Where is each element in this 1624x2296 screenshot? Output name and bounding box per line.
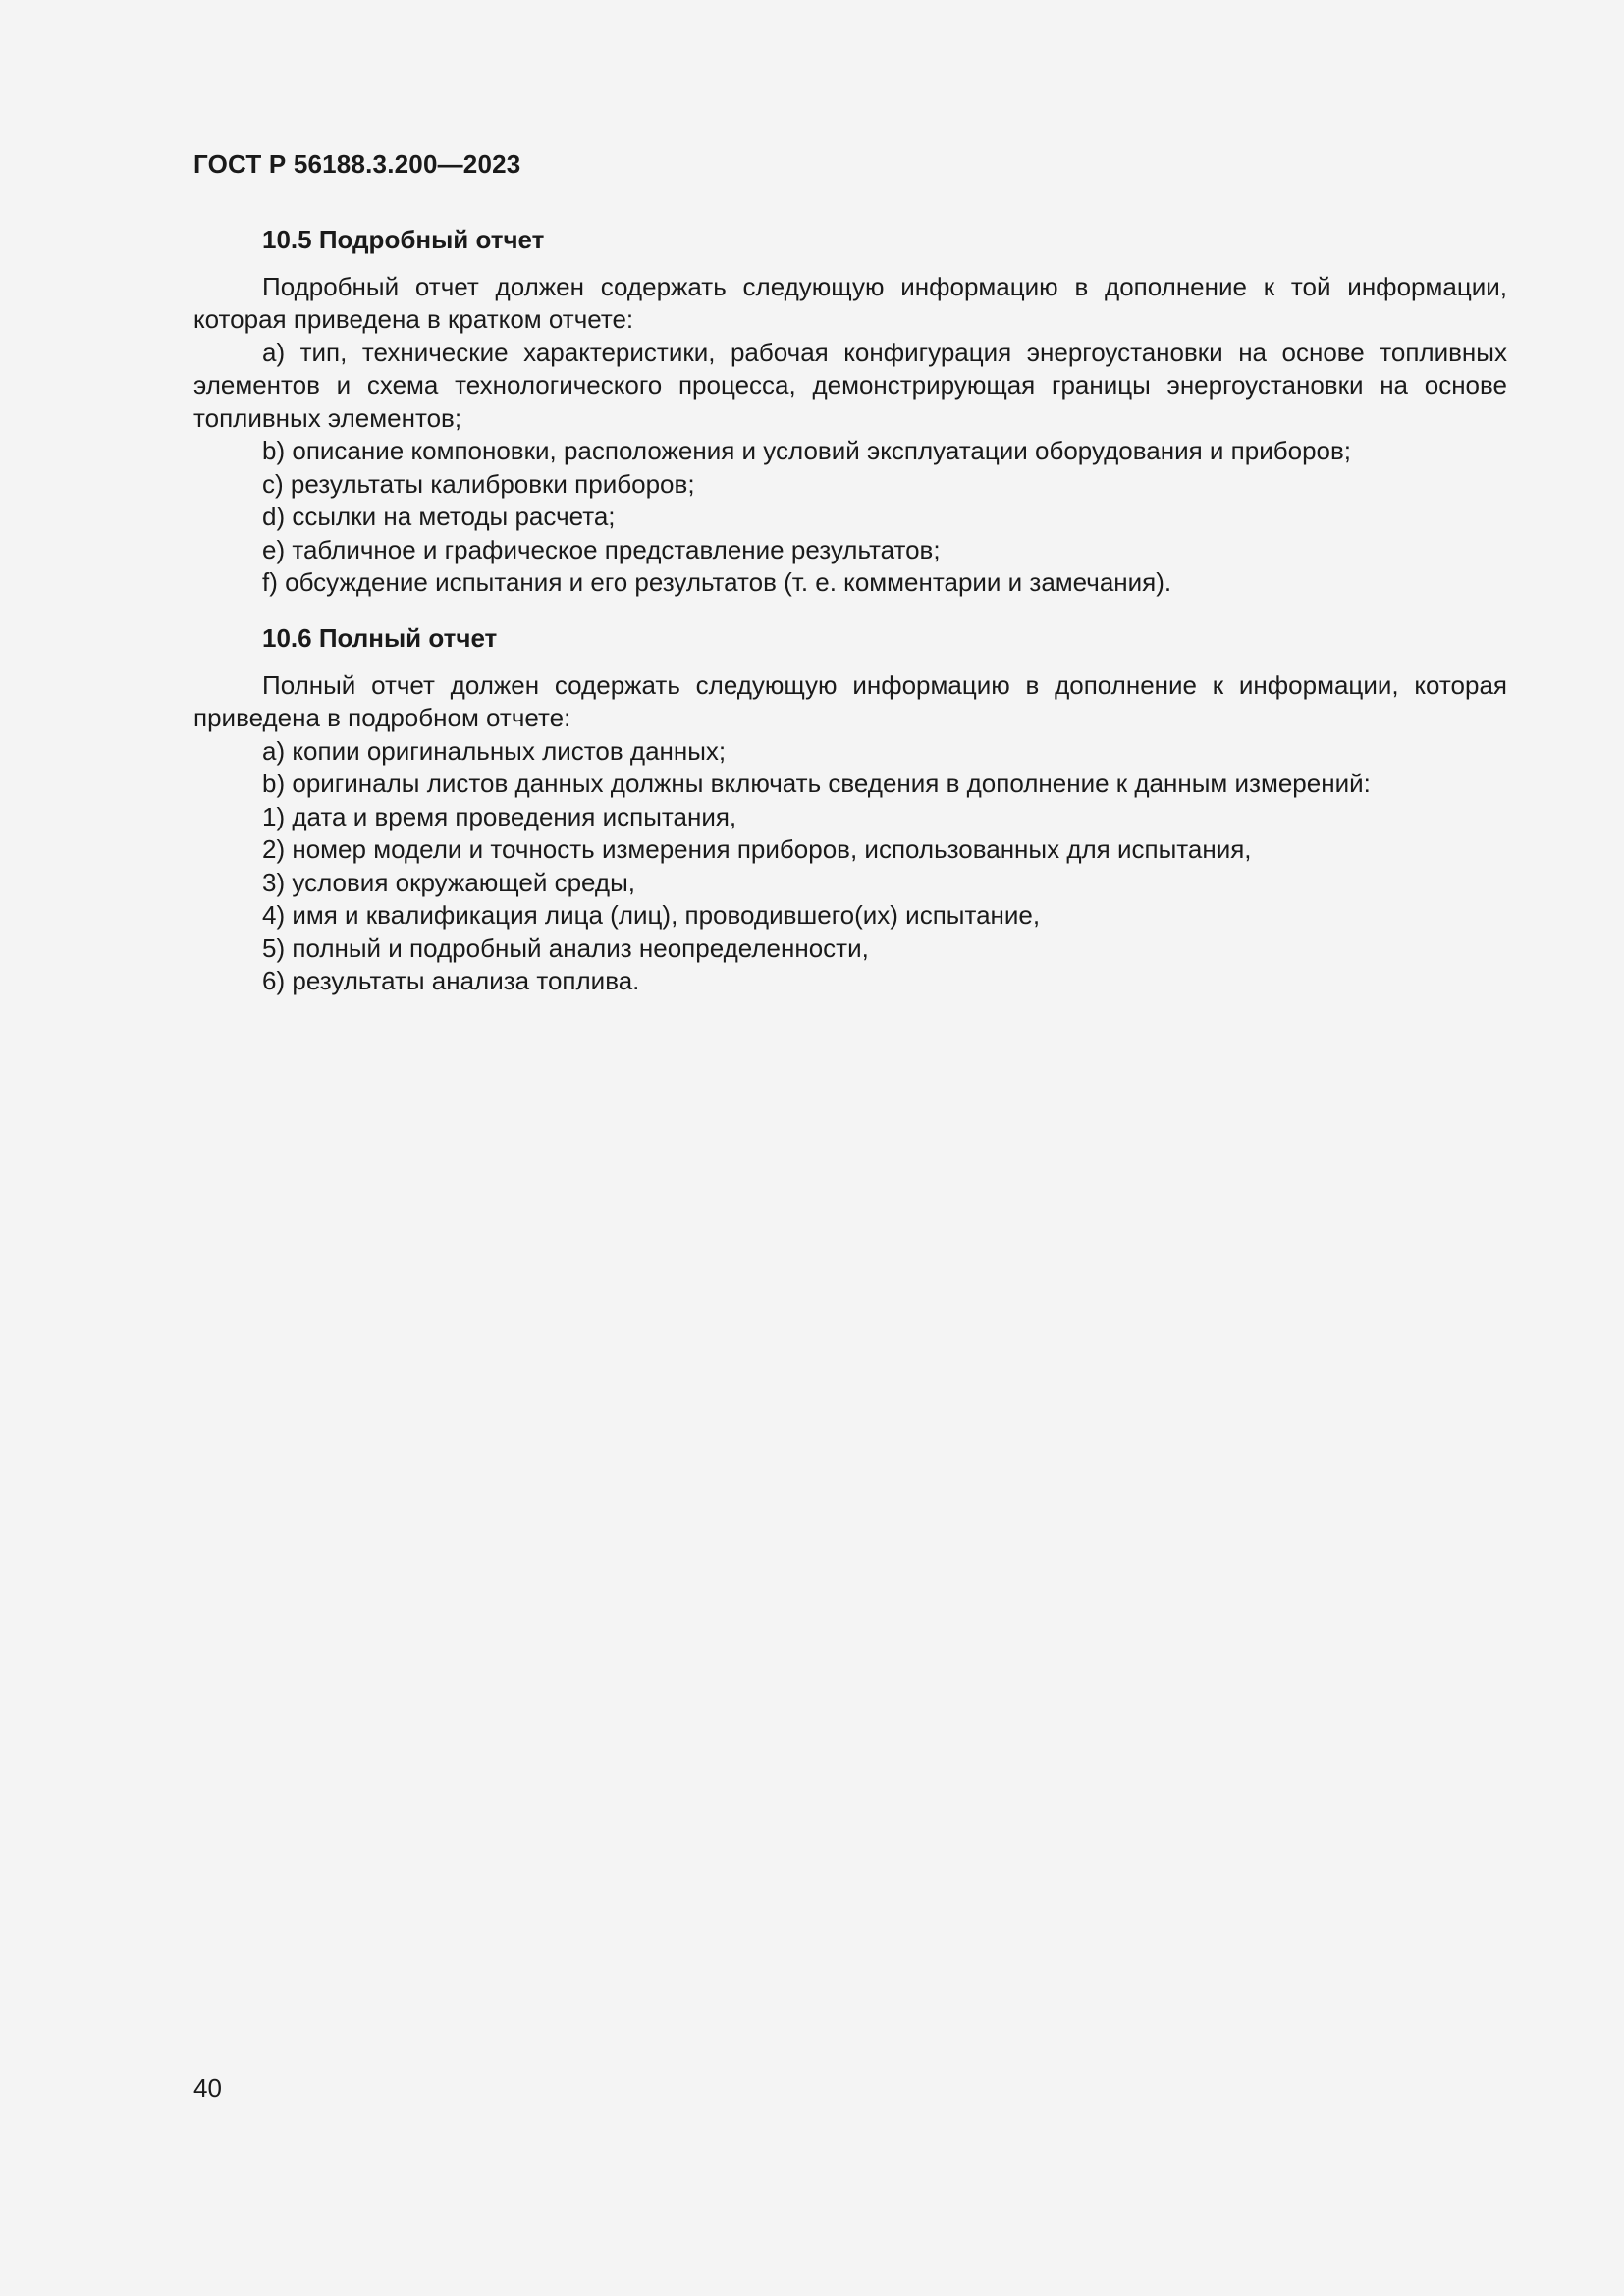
- section-10-5: [193, 224, 1507, 600]
- list-item-text: дата и время проведения испытания,: [292, 801, 737, 831]
- list-item-text: результаты анализа топлива.: [292, 966, 640, 995]
- list-marker: 3): [262, 867, 286, 897]
- list-item: [193, 435, 1507, 468]
- list-marker: a): [262, 337, 286, 367]
- list-marker: 6): [262, 966, 286, 995]
- list-item-text: копии оригинальных листов данных;: [292, 735, 727, 766]
- list-item-text: описание компоновки, расположения и условий эксплуатации оборудования и приборов;: [292, 436, 1352, 465]
- list-item: [193, 899, 1507, 933]
- list-item: [193, 933, 1507, 966]
- list-item: [193, 337, 1507, 436]
- list-item-text: условия окружающей среды,: [292, 867, 636, 897]
- list-item-text: полный и подробный анализ неопределенности,: [292, 933, 869, 963]
- section-intro: Подробный отчет должен содержать следующую информацию в дополнение к той информации, которая приведена в кратком отчете:: [193, 271, 1507, 334]
- list-item: [193, 566, 1507, 600]
- list-marker: c): [262, 468, 284, 499]
- list-item-text: номер модели и точность измерения приборов, использованных для испытания,: [292, 834, 1252, 864]
- list-item: [193, 534, 1507, 567]
- list-marker: b): [262, 436, 286, 465]
- list-marker: 4): [262, 900, 286, 930]
- list-item: [193, 833, 1507, 867]
- list-marker: e): [262, 534, 286, 564]
- list-marker: 2): [262, 834, 286, 864]
- list-marker: d): [262, 502, 286, 531]
- list-item-text: табличное и графическое представление результатов;: [292, 534, 941, 564]
- list-item-text: обсуждение испытания и его результатов (т. е. комментарии и замечания).: [285, 567, 1172, 597]
- list-item-text: ссылки на методы расчета;: [292, 502, 616, 531]
- section-10-6: [193, 622, 1507, 998]
- document-header: ГОСТ Р 56188.3.200—2023: [193, 149, 521, 179]
- section-heading: 10.5 Подробный отчет: [262, 225, 545, 254]
- section-heading: 10.6 Полный отчет: [262, 623, 498, 653]
- list-item: [193, 468, 1507, 502]
- list-marker: 5): [262, 933, 286, 963]
- list-item-text: имя и квалификация лица (лиц), проводившего(их) испытание,: [292, 900, 1041, 930]
- list-item: [193, 801, 1507, 834]
- list-item: [193, 965, 1507, 998]
- list-marker: f): [262, 567, 278, 597]
- list-marker: b): [262, 769, 286, 798]
- list-marker: 1): [262, 801, 286, 831]
- list-item: [193, 867, 1507, 900]
- section-intro: Полный отчет должен содержать следующую информацию в дополнение к информации, которая приведена в подробном отчете:: [193, 669, 1507, 732]
- page-number: 40: [193, 2073, 222, 2103]
- list-item: [193, 768, 1507, 801]
- list-item-text: тип, технические характеристики, рабочая конфигурация энергоустановки на основе топливных элементов и схема технологического процесса, демонстрирующая границы энергоустановки на основе топливных элементов;: [193, 337, 1507, 433]
- list-item: [193, 735, 1507, 769]
- list-item-text: результаты калибровки приборов;: [290, 468, 695, 499]
- list-item: [193, 501, 1507, 534]
- list-item-text: оригиналы листов данных должны включать сведения в дополнение к данным измерений:: [292, 769, 1371, 798]
- list-marker: a): [262, 735, 286, 766]
